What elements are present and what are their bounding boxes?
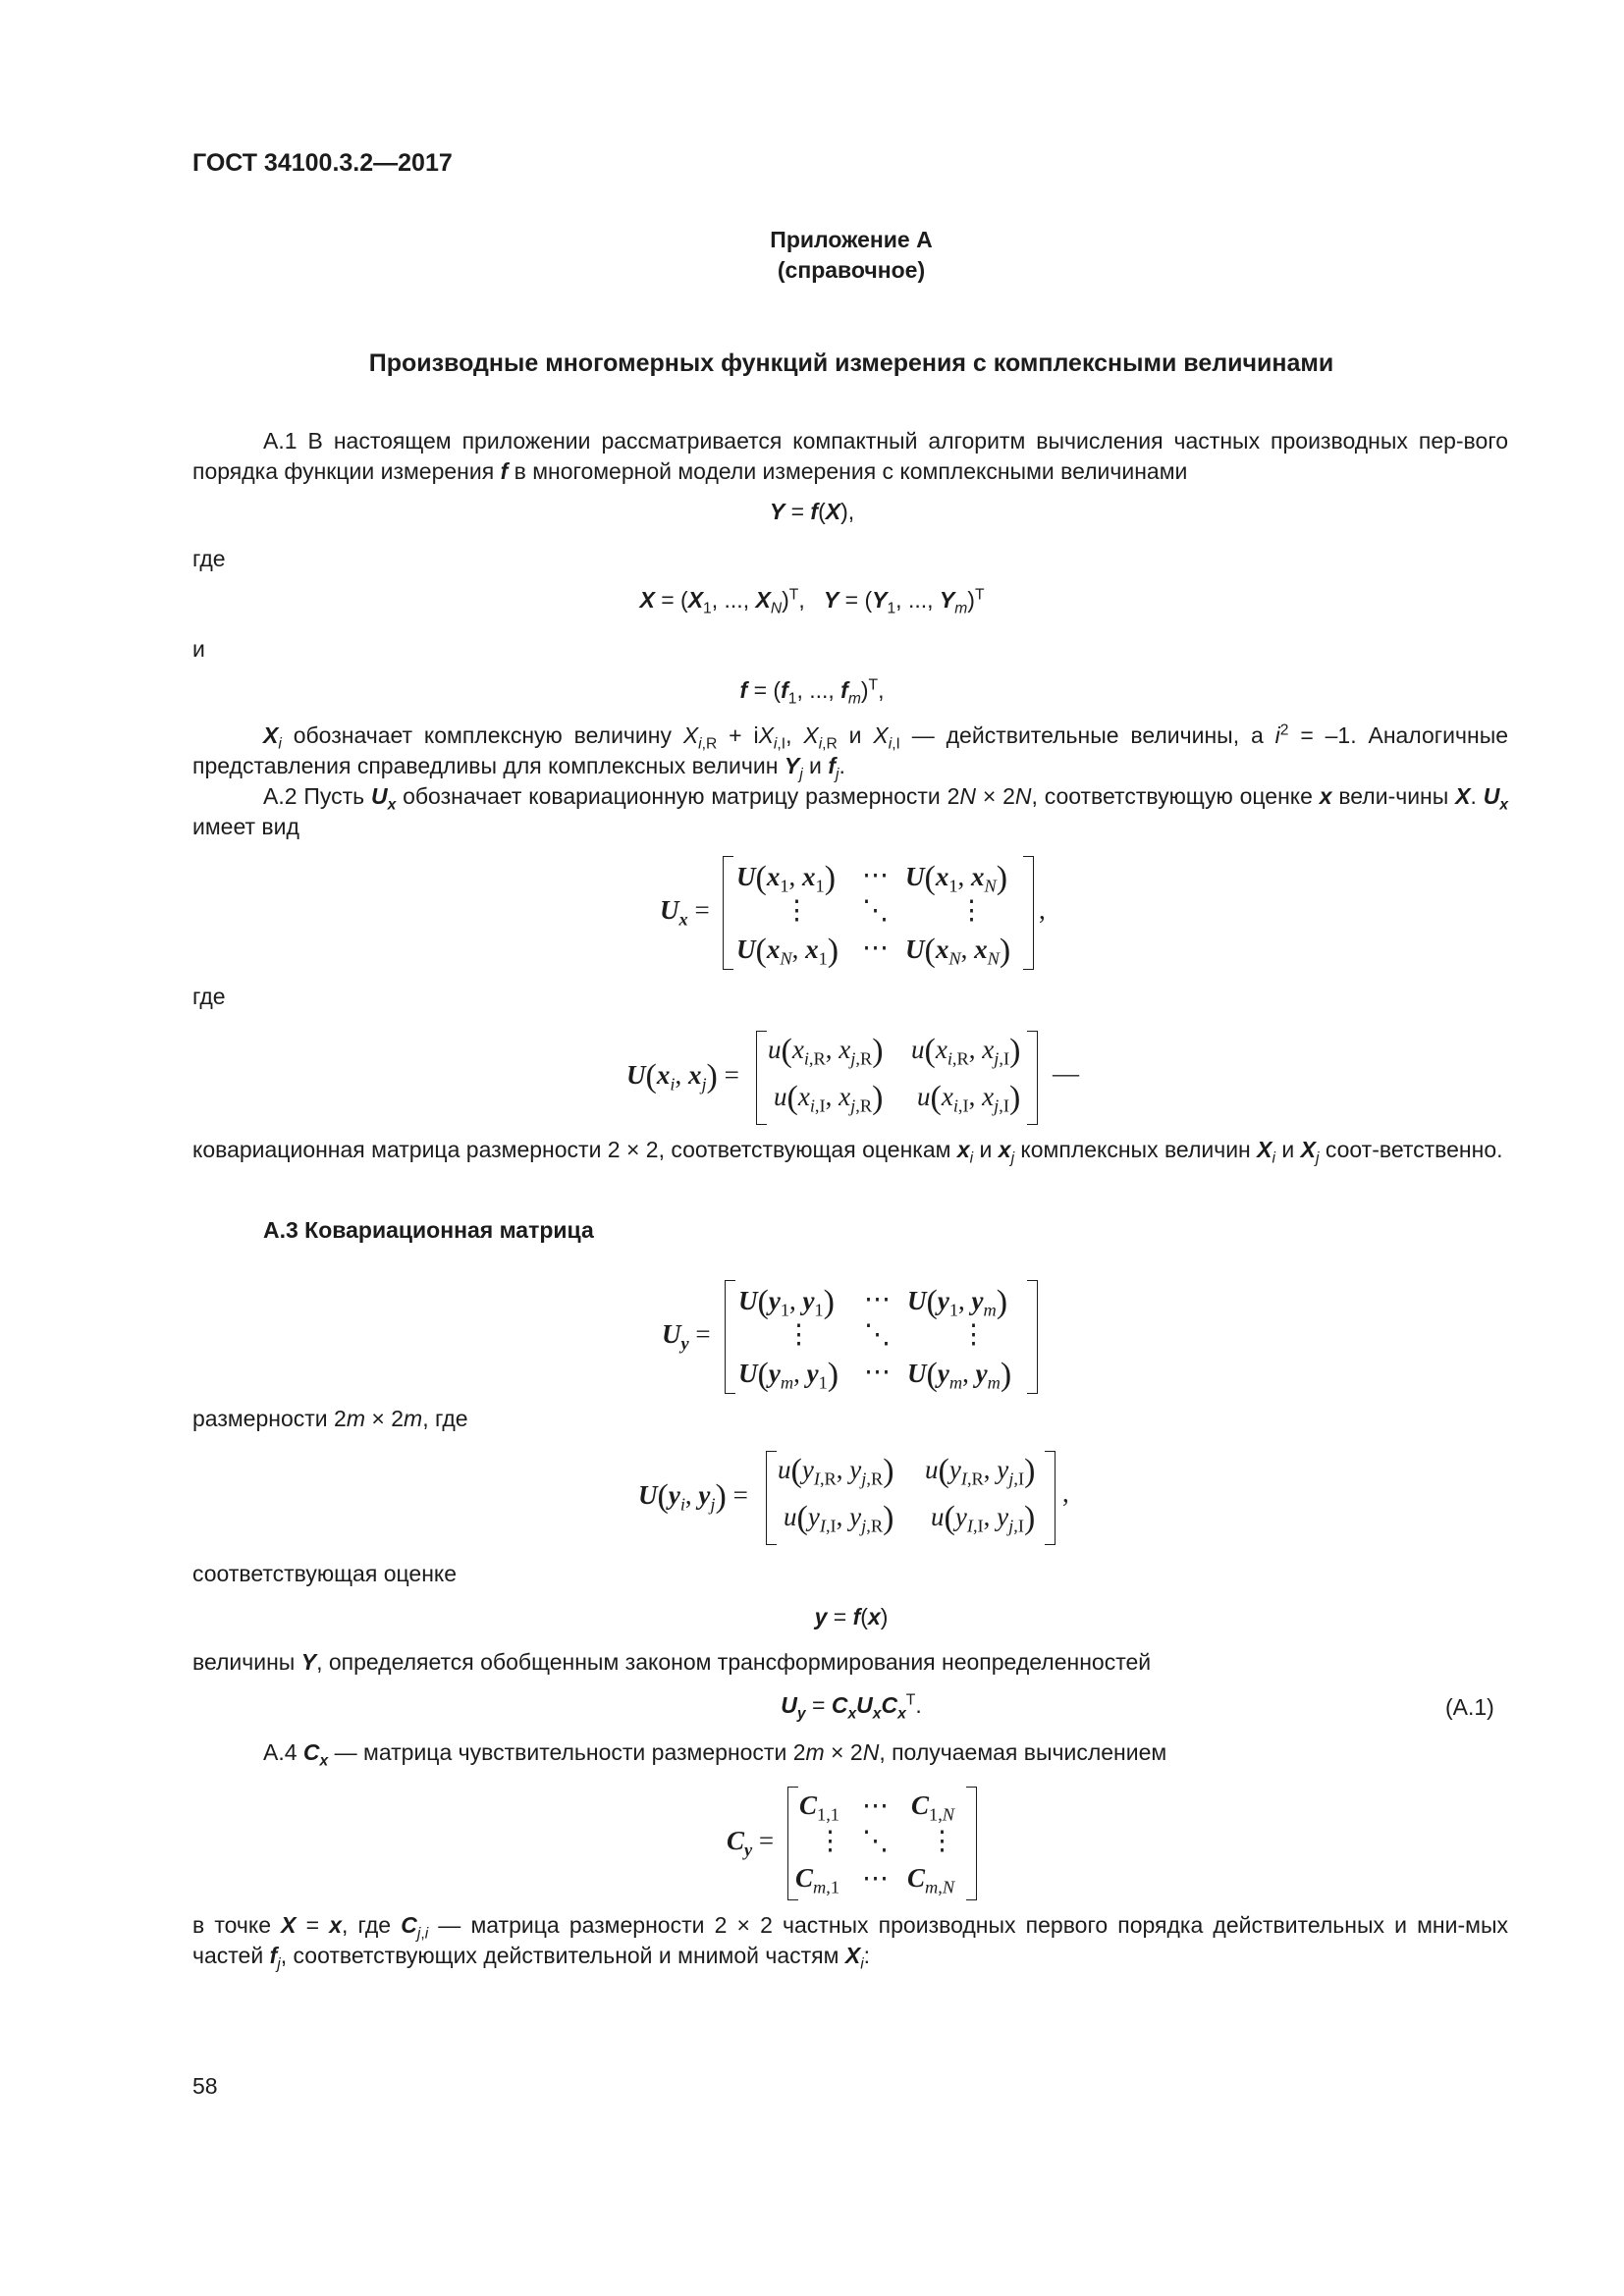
equation-f-vector: $f = (f_1$, ..., $f_m)^T$, <box>739 676 885 708</box>
equation-a1: $U_y = C_xU_xC_x^T$. <box>781 1691 922 1723</box>
matrix-cy: $C_y$ = $C_{1,1}$ ⋯ $C_{1,N}$ ⋮ ⋱ ⋮ $C_{m,1}$ ⋯ $C_{m,N}$ <box>725 1785 1000 1902</box>
a3-heading: А.3 Ковариационная матрица <box>263 1217 594 1243</box>
appendix-kind: (справочное) <box>777 257 926 283</box>
standard-code: ГОСТ 34100.3.2—2017 <box>192 149 453 177</box>
equation-x-y-vectors: $X = (X_1$, ..., $X_N)^T$, $Y = (Y_1$, ..., $Y_m)^T$ <box>639 586 985 617</box>
section-heading: Производные многомерных функций измерения с комплексными величинами <box>368 349 1334 377</box>
equation-y-fx: Y = f(X), <box>769 499 855 524</box>
equation-a1-number: (А.1) <box>1445 1694 1494 1720</box>
matrix-u-yi-yj: $U(y_i$, $y_j$) = $u(y_{I,R}$, $y_{j,R}$) $u(y_{I,R}$, $y_{j,I}$) $u(y_{I,I}$, $y_{j,R}$) $u(y_{I,I}$, $y_{j,I}$) , <box>636 1449 1088 1547</box>
matrix-uy: $U_y$ = $U(y_1$, $y_1$) ⋯ $U(y_1$, $y_m$) ⋮ ⋱ ⋮ $U(y_m$, $y_1$) ⋯ $U(y_m$, $y_m$) <box>660 1278 1053 1396</box>
paragraph-a2: А.2 Пусть $U_x$ обозначает ковариационную матрицу размерности 2N × 2N, соответствующую оценке x вели-чины X. $U_x$ имеет вид <box>192 783 1509 839</box>
corresponding-text: соответствующая оценке <box>192 1561 458 1586</box>
equation-y-fx-estimate: y = f(x) <box>814 1604 889 1629</box>
page-number: 58 <box>192 2073 218 2099</box>
paragraph-cov-2x2: ковариационная матрица размерности 2 × 2, соответствующая оценкам $x_i$ и $x_j$ комплексных величин $X_i$ и $X_j$ соот-ветственно. <box>192 1137 1503 1167</box>
where-label-1: где <box>192 546 226 571</box>
y-value-text: величины Y, определяется обобщенным законом трансформирования неопределенностей <box>192 1649 1152 1675</box>
matrix-u-xi-xj: $U(x_i$, $x_j$) = $u(x_{i,R}$, $x_{j,R}$) $u(x_{i,R}$, $x_{j,I}$) $u(x_{i,I}$, $x_{j,R}$) $u(x_{i,I}$, $x_{j,I}$) — <box>624 1029 1096 1127</box>
paragraph-a1: А.1 В настоящем приложении рассматривается компактный алгоритм вычисления частных производных пер-вого порядка функции измерения f в многомерной модели измерения с комплексными величинами <box>192 428 1508 484</box>
dimension-2m-text: размерности 2m × 2m, где <box>192 1406 468 1431</box>
paragraph-final: в точке X = x, где $C_{j,i}$ — матрица размерности 2 × 2 частных производных первого порядка действительных и мни-мых частей $f_j$, соответствующих действительной и мнимой частям $X_i$: <box>192 1912 1508 1973</box>
matrix-ux: $U_x$ = $U(x_1$, $x_1$) ⋯ $U(x_1$, $x_N$) ⋮ ⋱ ⋮ $U(x_N$, $x_1$) ⋯ $U(x_N$, $x_N$) , <box>658 854 1051 972</box>
paragraph-a4: А.4 $C_x$ — матрица чувствительности размерности 2m × 2N, получаемая вычислением <box>263 1739 1167 1770</box>
and-label: и <box>192 636 205 662</box>
paragraph-xi-definition: $X_i$ обозначает комплексную величину $X_{i,R} + iX_{i,I}$, $X_{i,R}$ и $X_{i,I}$ — действительные величины, а $i^2 = -1$. Аналогичные представления справедливы для комплексных величин $Y_j$ и $f_j$. <box>192 721 1509 783</box>
appendix-title: Приложение А <box>770 227 933 252</box>
where-label-2: где <box>192 984 226 1009</box>
